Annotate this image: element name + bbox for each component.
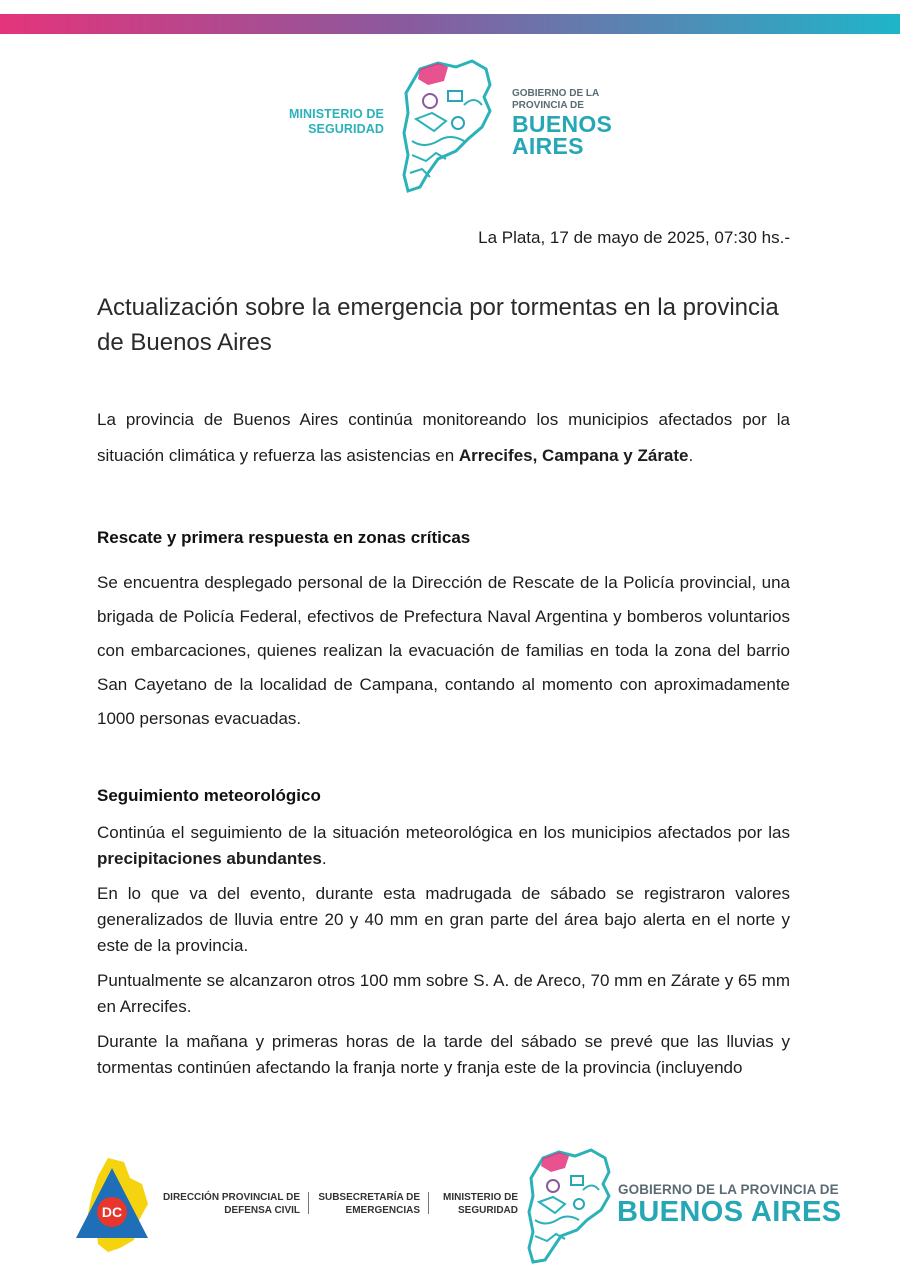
weather-paragraph-4: Durante la mañana y primeras horas de la tarde del sábado se prevé que las lluvias y tormentas continúen afectando la franja norte y franja este de la provincia (incluyendo <box>97 1032 790 1077</box>
civil-defense-logo <box>68 1154 158 1254</box>
footer-province-name: BUENOS AIRES <box>617 1196 842 1228</box>
footer <box>0 1140 900 1271</box>
province-name: BUENOS AIRES <box>512 111 613 159</box>
document-title: Actualización sobre la emergencia por tormentas en la provincia de Buenos Aires <box>97 294 779 356</box>
footer-separator <box>308 1192 309 1214</box>
gov-small-label: GOBIERNO DE LA PROVINCIA DE <box>512 88 600 111</box>
weather-paragraph-3: Puntualmente se alcanzaron otros 100 mm sobre S. A. de Areco, 70 mm en Zárate y 65 mm en Arrecifes. <box>97 971 790 1016</box>
top-gradient-bar <box>0 14 900 34</box>
intro-bold-locations: Arrecifes, Campana y Zárate <box>458 446 689 465</box>
section-heading-rescue: Rescate y primera respuesta en zonas críticas <box>97 528 471 547</box>
header-logo <box>280 55 620 200</box>
intro-paragraph: La provincia de Buenos Aires continúa monitoreando los municipios afectados por la situación climática y refuerza las asistencias en Arrecifes, Campana y Zárate. <box>97 410 790 465</box>
ministry-label: MINISTERIO DE SEGURIDAD <box>288 107 384 136</box>
footer-security: MINISTERIO DE SEGURIDAD <box>442 1192 518 1216</box>
footer-separator <box>428 1192 429 1214</box>
dc-badge-text: DC <box>101 1204 123 1220</box>
footer-civil-defense: DIRECCIÓN PROVINCIAL DE DEFENSA CIVIL <box>162 1192 300 1216</box>
footer-gov-label: GOBIERNO DE LA PROVINCIA DE <box>618 1182 839 1197</box>
province-map-icon <box>398 55 498 195</box>
weather-bold-precip: precipitaciones abundantes <box>97 849 322 868</box>
rescue-paragraph: Se encuentra desplegado personal de la Dirección de Rescate de la Policía provincial, una brigada de Policía Federal, efectivos de Prefectura Naval Argentina y bomberos voluntarios con embarcaciones, quienes realizan la evacuación de familias en toda la zona del barrio San Cayetano de la localidad de Campana, contando al momento con aproximadamente 1000 personas evacuadas. <box>97 573 790 728</box>
weather-paragraph-2: En lo que va del evento, durante esta madrugada de sábado se registraron valores generalizados de lluvia entre 20 y 40 mm en gran parte del área bajo alerta en el norte y este de la provincia. <box>97 884 790 955</box>
weather-paragraph-1: Continúa el seguimiento de la situación meteorológica en los municipios afectados por las precipitaciones abundantes. <box>97 823 790 868</box>
date-line: La Plata, 17 de mayo de 2025, 07:30 hs.- <box>478 228 790 247</box>
province-map-icon <box>525 1146 615 1266</box>
section-heading-weather: Seguimiento meteorológico <box>97 786 321 805</box>
footer-emergencies: SUBSECRETARÍA DE EMERGENCIAS <box>318 1192 420 1216</box>
